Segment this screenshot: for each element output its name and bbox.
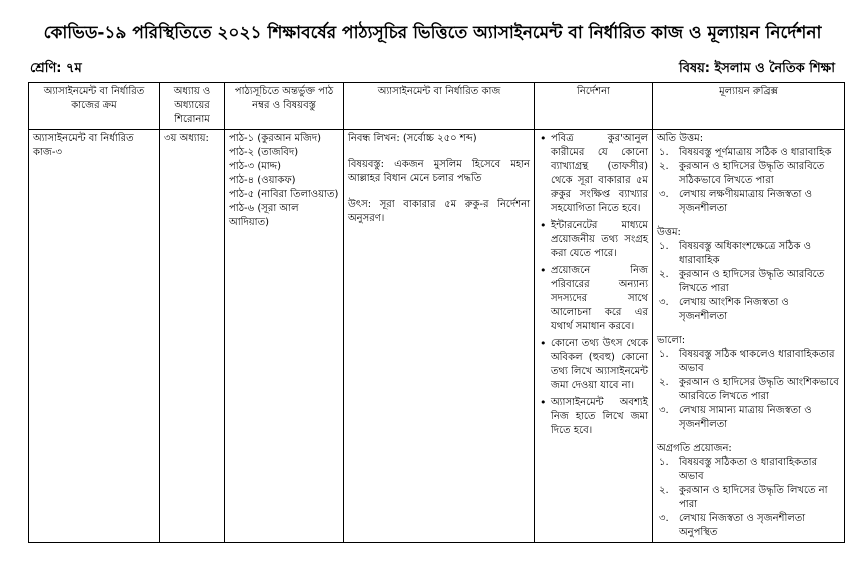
task-heading: নিবন্ধ লিখন: (সর্বোচ্চ ২৫০ শব্দ) <box>348 133 477 144</box>
lesson-item: পাঠ-২ (তাজবিদ) <box>229 147 299 158</box>
rubric-item-number: ১. <box>659 349 669 360</box>
list-item: • পবিত্র কুর'আনুল কারীমের যে কোনো ব্যাখ্যাগ্রন্থ (তাফসীর) থেকে সূরা বাকারার ৫ম রুকুর সংক্ষিপ্ত ব্যাখ্যার সহযোগিতা নিতে হবে। <box>551 132 648 216</box>
rubric-group <box>657 334 840 432</box>
instructions-cell <box>535 130 653 543</box>
lesson-item: পাঠ-৩ (মাদ্দ) <box>229 161 281 172</box>
rubric-item-number: ১. <box>659 457 669 468</box>
rubric-item <box>659 188 840 216</box>
rubric-item <box>659 512 840 540</box>
rubric-item-number: ৩. <box>659 189 669 200</box>
rubric-item-text: বিষয়বস্তু পূর্ণমাত্রায় সঠিক ও ধারাবাহিক <box>679 147 832 158</box>
table-header-row <box>29 83 845 130</box>
rubric-item <box>659 160 840 188</box>
chapter-cell <box>160 130 225 543</box>
task-source: উৎস: সূরা বাকারার ৫ম রুকু-র নির্দেশনা অনুসরণ। <box>348 199 530 224</box>
header-assignment-no: অ্যাসাইনমেন্ট বা নির্ধারিত কাজের ক্রম <box>29 83 160 130</box>
task-topic: বিষয়বস্তু: একজন মুসলিম হিসেবে মহান আল্লাহর বিধান মেনে চলার পদ্ধতি <box>348 159 530 184</box>
instruction-list <box>539 132 648 438</box>
assignment-no-cell <box>29 130 160 543</box>
rubric-level: উত্তম: <box>657 227 681 238</box>
rubric-item-text: কুরআন ও হাদিসের উদ্ধৃতি আংশিকভাবে আরবিতে লিখতে পারা <box>679 377 839 402</box>
rubric-item-text: লেখায় আংশিক নিজস্বতা ও সৃজনশীলতা <box>679 297 789 322</box>
rubric-item-text: কুরআন ও হাদিসের উদ্ধৃতি আরবিতে লিখতে পারা <box>679 269 825 294</box>
page-title: কোভিড-১৯ পরিস্থিতিতে ২০২১ শিক্ষাবর্ষের পাঠ্যসূচির ভিত্তিতে অ্যাসাইনমেন্ট বা নির্ধারিত কাজ ও মূল্যায়ন নির্দেশনা <box>43 23 822 43</box>
list-item: • কোনো তথ্য উৎস থেকে অবিকল (হুবহু) কোনো তথ্য লিখে অ্যাসাইনমেন্ট জমা দেওয়া যাবে না। <box>551 337 648 393</box>
rubric-item <box>659 146 840 160</box>
assignment-no: অ্যাসাইনমেন্ট বা নির্ধারিত কাজ-৩ <box>33 133 134 158</box>
rubric-item-number: ২. <box>659 269 669 280</box>
rubric-item <box>659 484 840 512</box>
assignment-table <box>28 82 845 543</box>
header-rubric: মূল্যায়ন রুব্রিক্স <box>653 83 845 130</box>
rubric-item-number: ২. <box>659 485 669 496</box>
rubric-group <box>657 442 840 540</box>
list-item: • প্রয়োজনে নিজ পরিবারের অন্যান্য সদস্যদের সাথে আলোচনা করে এর যথার্থ সমাধান করবে। <box>551 264 648 334</box>
rubric-item-number: ৩. <box>659 405 669 416</box>
rubric-item-text: কুরআন ও হাদিসের উদ্ধৃতি লিখতে না পারা <box>679 485 828 510</box>
list-item: • ইন্টারনেটের মাধ্যমে প্রয়োজনীয় তথ্য সংগ্রহ করা যেতে পারে। <box>551 219 648 261</box>
rubric-item-text: লেখায় নিজস্বতা ও সৃজনশীলতা অনুপস্থিত <box>679 513 806 538</box>
rubric-item-text: লেখায় সামান্য মাত্রায় নিজস্বতা ও সৃজনশীলতা <box>679 405 812 430</box>
rubric-item-text: বিষয়বস্তু অধিকাংশক্ষেত্রে সঠিক ও ধারাবাহিক <box>679 241 812 266</box>
rubric-item <box>659 268 840 296</box>
rubric-level: অতি উত্তম: <box>657 133 704 144</box>
subject-label: বিষয়: ইসলাম ও নৈতিক শিক্ষা <box>679 61 835 76</box>
rubric-item-text: কুরআন ও হাদিসের উদ্ধৃতি আরবিতে সঠিকভাবে লিখতে পারা <box>679 161 825 186</box>
list-item: • অ্যাসাইনমেন্ট অবশ্যই নিজ হাতে লিখে জমা দিতে হবে। <box>551 396 648 438</box>
header-instructions: নির্দেশনা <box>535 83 653 130</box>
rubric-item <box>659 456 840 484</box>
task-cell <box>344 130 535 543</box>
rubric-group <box>657 132 840 216</box>
lesson-item: পাঠ-৬ (সূরা আল আদিয়াত) <box>229 203 299 228</box>
rubric-item-number: ৩. <box>659 513 669 524</box>
lesson-item: পাঠ-৫ (নাবিরা তিলাওয়াত) <box>229 189 339 200</box>
header-lessons: পাঠ্যসূচিতে অন্তর্ভুক্ত পাঠ নম্বর ও বিষয়বস্তু <box>225 83 344 130</box>
rubric-item <box>659 376 840 404</box>
rubric-item-number: ১. <box>659 147 669 158</box>
chapter-title: ৩য় অধ্যায়: <box>164 133 209 144</box>
rubric-item-number: ২. <box>659 377 669 388</box>
rubric-item-text: বিষয়বস্তু সঠিক থাকলেও ধারাবাহিকতার অভাব <box>679 349 835 374</box>
rubric-level: অগ্রগতি প্রয়োজন: <box>657 443 732 454</box>
rubric-item <box>659 296 840 324</box>
class-label: শ্রেণি: ৭ম <box>30 61 82 76</box>
rubric-item-text: লেখায় লক্ষণীয়মাত্রায় নিজস্বতা ও সৃজনশীলতা <box>679 189 812 214</box>
rubric-item <box>659 404 840 432</box>
lessons-cell <box>225 130 344 543</box>
lesson-item: পাঠ-৪ (ওয়াকফ) <box>229 175 296 186</box>
rubric-item-text: বিষয়বস্তু সঠিকতা ও ধারাবাহিকতার অভাব <box>679 457 818 482</box>
lesson-item: পাঠ-১ (কুরআন মজিদ) <box>229 133 322 144</box>
rubric-item-number: ১. <box>659 241 669 252</box>
header-chapter: অধ্যায় ও অধ্যায়ের শিরোনাম <box>160 83 225 130</box>
header-task: অ্যাসাইনমেন্ট বা নির্ধারিত কাজ <box>344 83 535 130</box>
rubric-cell <box>653 130 845 543</box>
rubric-item <box>659 240 840 268</box>
rubric-item <box>659 348 840 376</box>
rubric-group <box>657 226 840 324</box>
table-row <box>29 130 845 543</box>
rubric-item-number: ২. <box>659 161 669 172</box>
rubric-item-number: ৩. <box>659 297 669 308</box>
rubric-level: ভালো: <box>657 335 686 346</box>
